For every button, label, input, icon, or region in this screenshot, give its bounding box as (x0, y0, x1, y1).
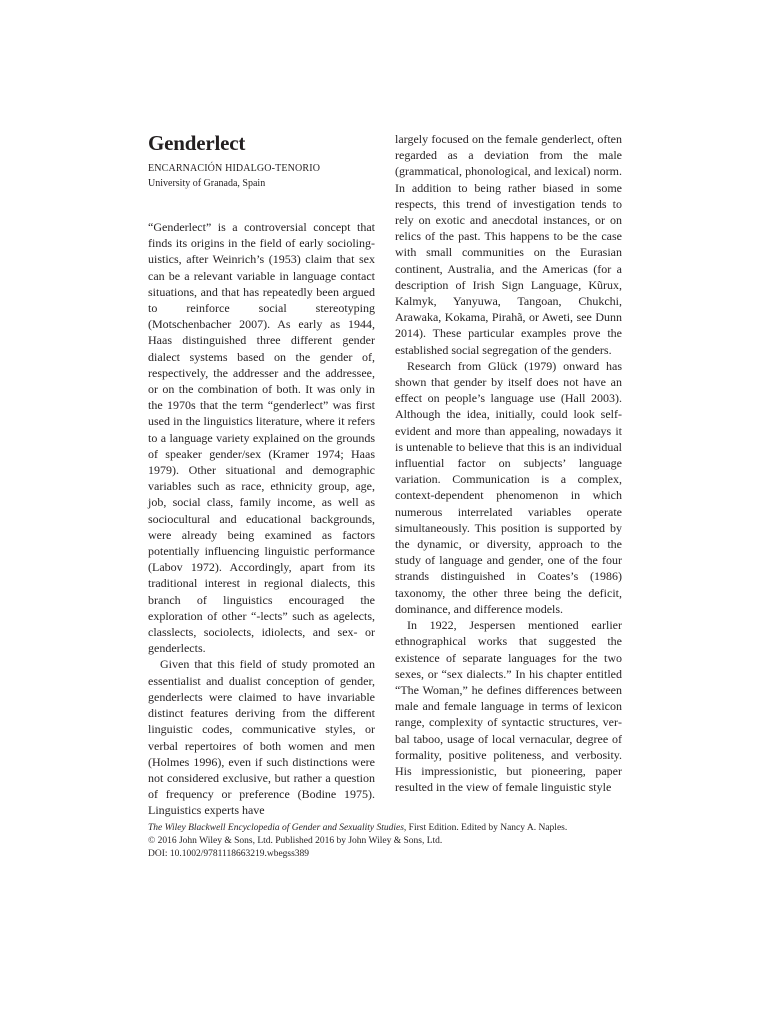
edition-info: , First Edition. Edited by Nancy A. Naples. (403, 823, 568, 833)
encyclopedia-title: The Wiley Blackwell Encyclopedia of Gender and Sexuality Studies (148, 823, 404, 833)
body-paragraph: “Genderlect” is a controversial concept that finds its origins in the field of early sociolinguistics, after Weinrich’s (1953) claim that sex can be a relevant variable in language contact situations, and that has repeatedly been argued to reinforce social stereotyping (Motschenbacher 2007). As early as 1944, Haas distinguished three different gender dialect systems based on the gender of, respectively, the addresser and the addressee, or on the combination of both. It was only in the 1970s that the term “genderlect” was first used in the linguistics literature, where it refers to a language variety explained on the grounds of speaker gender/sex (Kramer 1974; Haas 1979). Other situational and demographic variables such as race, ethnicity group, age, job, social class, family income, as well as sociocultural and educational backgrounds, were already being examined as factors potentially influencing linguistic performance (Labov 1972). Accordingly, apart from its traditional interest in regional dialects, this branch of linguistics encouraged the exploration of other “-lects” such as agelects, classlects, sociolects, idiolects, and sex- or genderlects. (148, 220, 375, 656)
right-column (395, 131, 622, 795)
body-paragraph: largely focused on the female genderlect, often regarded as a deviation from the male (grammatical, phonological, and lexical) norm. In addition to being rather biased in some respects, this trend of investigation tends to rely on exotic and anecdotal instances, or on relics of the past. This happens to be the case with small communities on the Eurasian continent, Australia, and the Americas (for a description of Irish Sign Language, Kũrux, Kalmyk, Yanyuwa, Tangoan, Chukchi, Arawaka, Kokama, Pirahã, or Aweti, see Dunn 2014). These particular examples prove the established social segregation of the genders. (395, 132, 622, 357)
body-paragraph: Research from Glück (1979) onward has shown that gender by itself does not have an effect on people’s language use (Hall 2003). Although the idea, initially, could look self-evident and more than appealing, nowadays it is untenable to believe that this is an individual influential factor on subjects’ language variation. Communication is a complex, context-dependent phenomenon in which numerous interrelated variables operate simultaneously. This position is supported by the dynamic, or diversity, approach to the study of language and gender, one of the four strands distinguished in Coates’s (1986) taxonomy, the other three being the deficit, dominance, and difference models. (395, 358, 622, 616)
author-affiliation: University of Granada, Spain (148, 178, 266, 189)
copyright-line: © 2016 John Wiley & Sons, Ltd. Published 2016 by John Wiley & Sons, Ltd. (148, 836, 443, 846)
left-column (148, 219, 375, 819)
doi-line: DOI: 10.1002/9781118663219.wbegss389 (148, 849, 310, 859)
body-paragraph: Given that this field of study promoted an essentialist and dualist conception of gender, genderlects were claimed to have invariable distinct features deriving from the different linguistic codes, communicative styles, or verbal repertoires of both women and men (Holmes 1996), even if such distinctions were not considered exclusive, but rather a question of frequency or preference (Bodine 1975). Linguistics experts have (148, 657, 375, 818)
article-title: Genderlect (148, 131, 246, 155)
body-paragraph: In 1922, Jespersen mentioned earlier ethnographical works that suggested the existence of separate languages for the two sexes, or “sex dialects.” In his chapter entitled “The Woman,” he defines differences between male and female language in terms of lexicon range, complexity of syntactic structures, verbal taboo, usage of local vernacular, degree of formality, positive politeness, and verbosity. His impressionistic, but pioneering, paper resulted in the view of female linguistic style (395, 618, 622, 795)
author-name: ENCARNACIÓN HIDALGO-TENORIO (148, 163, 321, 174)
citation-line (148, 822, 618, 835)
citation-footer (148, 822, 618, 861)
